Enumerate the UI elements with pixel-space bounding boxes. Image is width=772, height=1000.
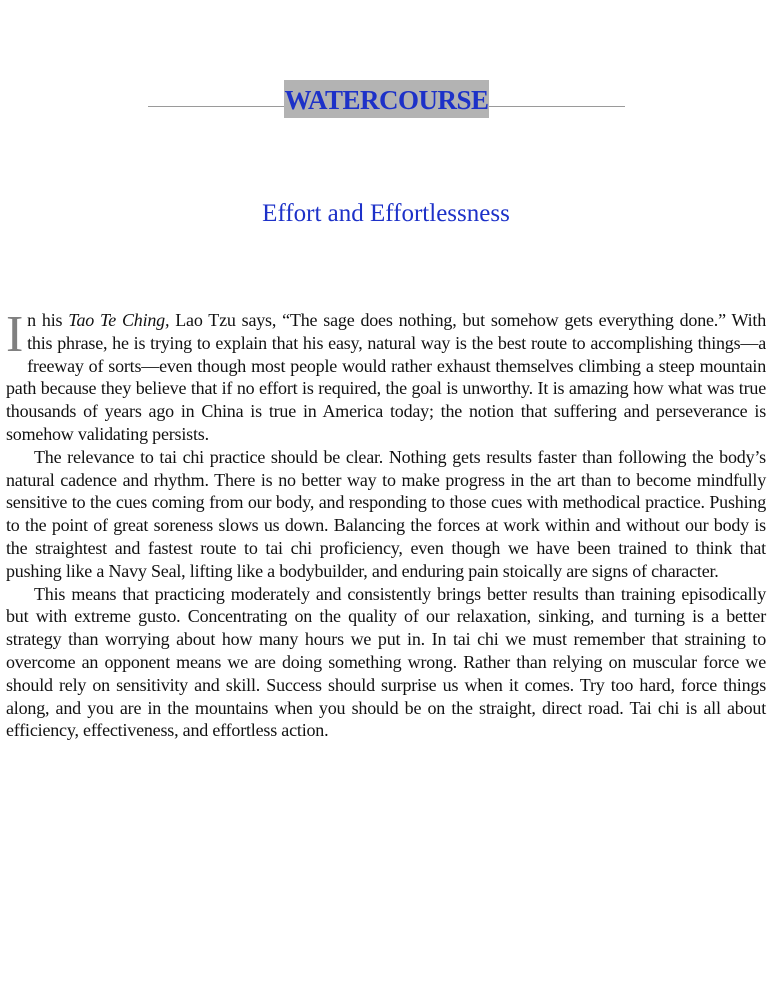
book-title: Tao Te Ching, xyxy=(68,310,170,330)
paragraph-1-rest: Lao Tzu says, “The sage does nothing, but somehow gets everything done.” With this phrase, he is trying to explain that his easy, natural way is the best route to accomplishing things—a freeway of sorts—even though most people would rather exhaust themselves climbing a steep mountain path because they believe that if no effort is required, the goal is unworthy. It is amazing how what was true thousands of years ago in China is true in America today; the notion that suffering and perseverance is somehow validating persists. xyxy=(6,310,766,444)
section-title: Effort and Effortlessness xyxy=(262,200,510,227)
chapter-title: WATERCOURSE xyxy=(284,80,489,118)
drop-cap: I xyxy=(6,306,24,363)
body-text xyxy=(6,306,766,742)
paragraph-3: This means that practicing moderately and consistently brings better results than training episodically but with extreme gusto. Concentrating on the quality of our relaxation, sinking, and turning is a better strategy than worrying about how many hours we put in. In tai chi we must remember that straining to overcome an opponent means we are doing something wrong. Rather than relying on muscular force we should rely on sensitivity and skill. Success should surprise us when it comes. Try too hard, force things along, and you are in the mountains when you should be on the straight, direct road. Tai chi is all about efficiency, effectiveness, and effortless action. xyxy=(6,583,766,741)
paragraph-1 xyxy=(6,306,766,446)
paragraph-2: The relevance to tai chi practice should be clear. Nothing gets results faster than following the body’s natural cadence and rhythm. There is no better way to make progress in the art than to become mindfully sensitive to the cues coming from our body, and responding to those cues with methodical practice. Pushing to the point of great soreness slows us down. Balancing the forces at work within and without our body is the straightest and fastest route to tai chi proficiency, even though we have been trained to think that pushing like a Navy Seal, lifting like a bodybuilder, and enduring pain stoically are signs of character. xyxy=(6,446,766,581)
paragraph-1-start: n his xyxy=(27,310,69,330)
chapter-header xyxy=(148,80,625,120)
